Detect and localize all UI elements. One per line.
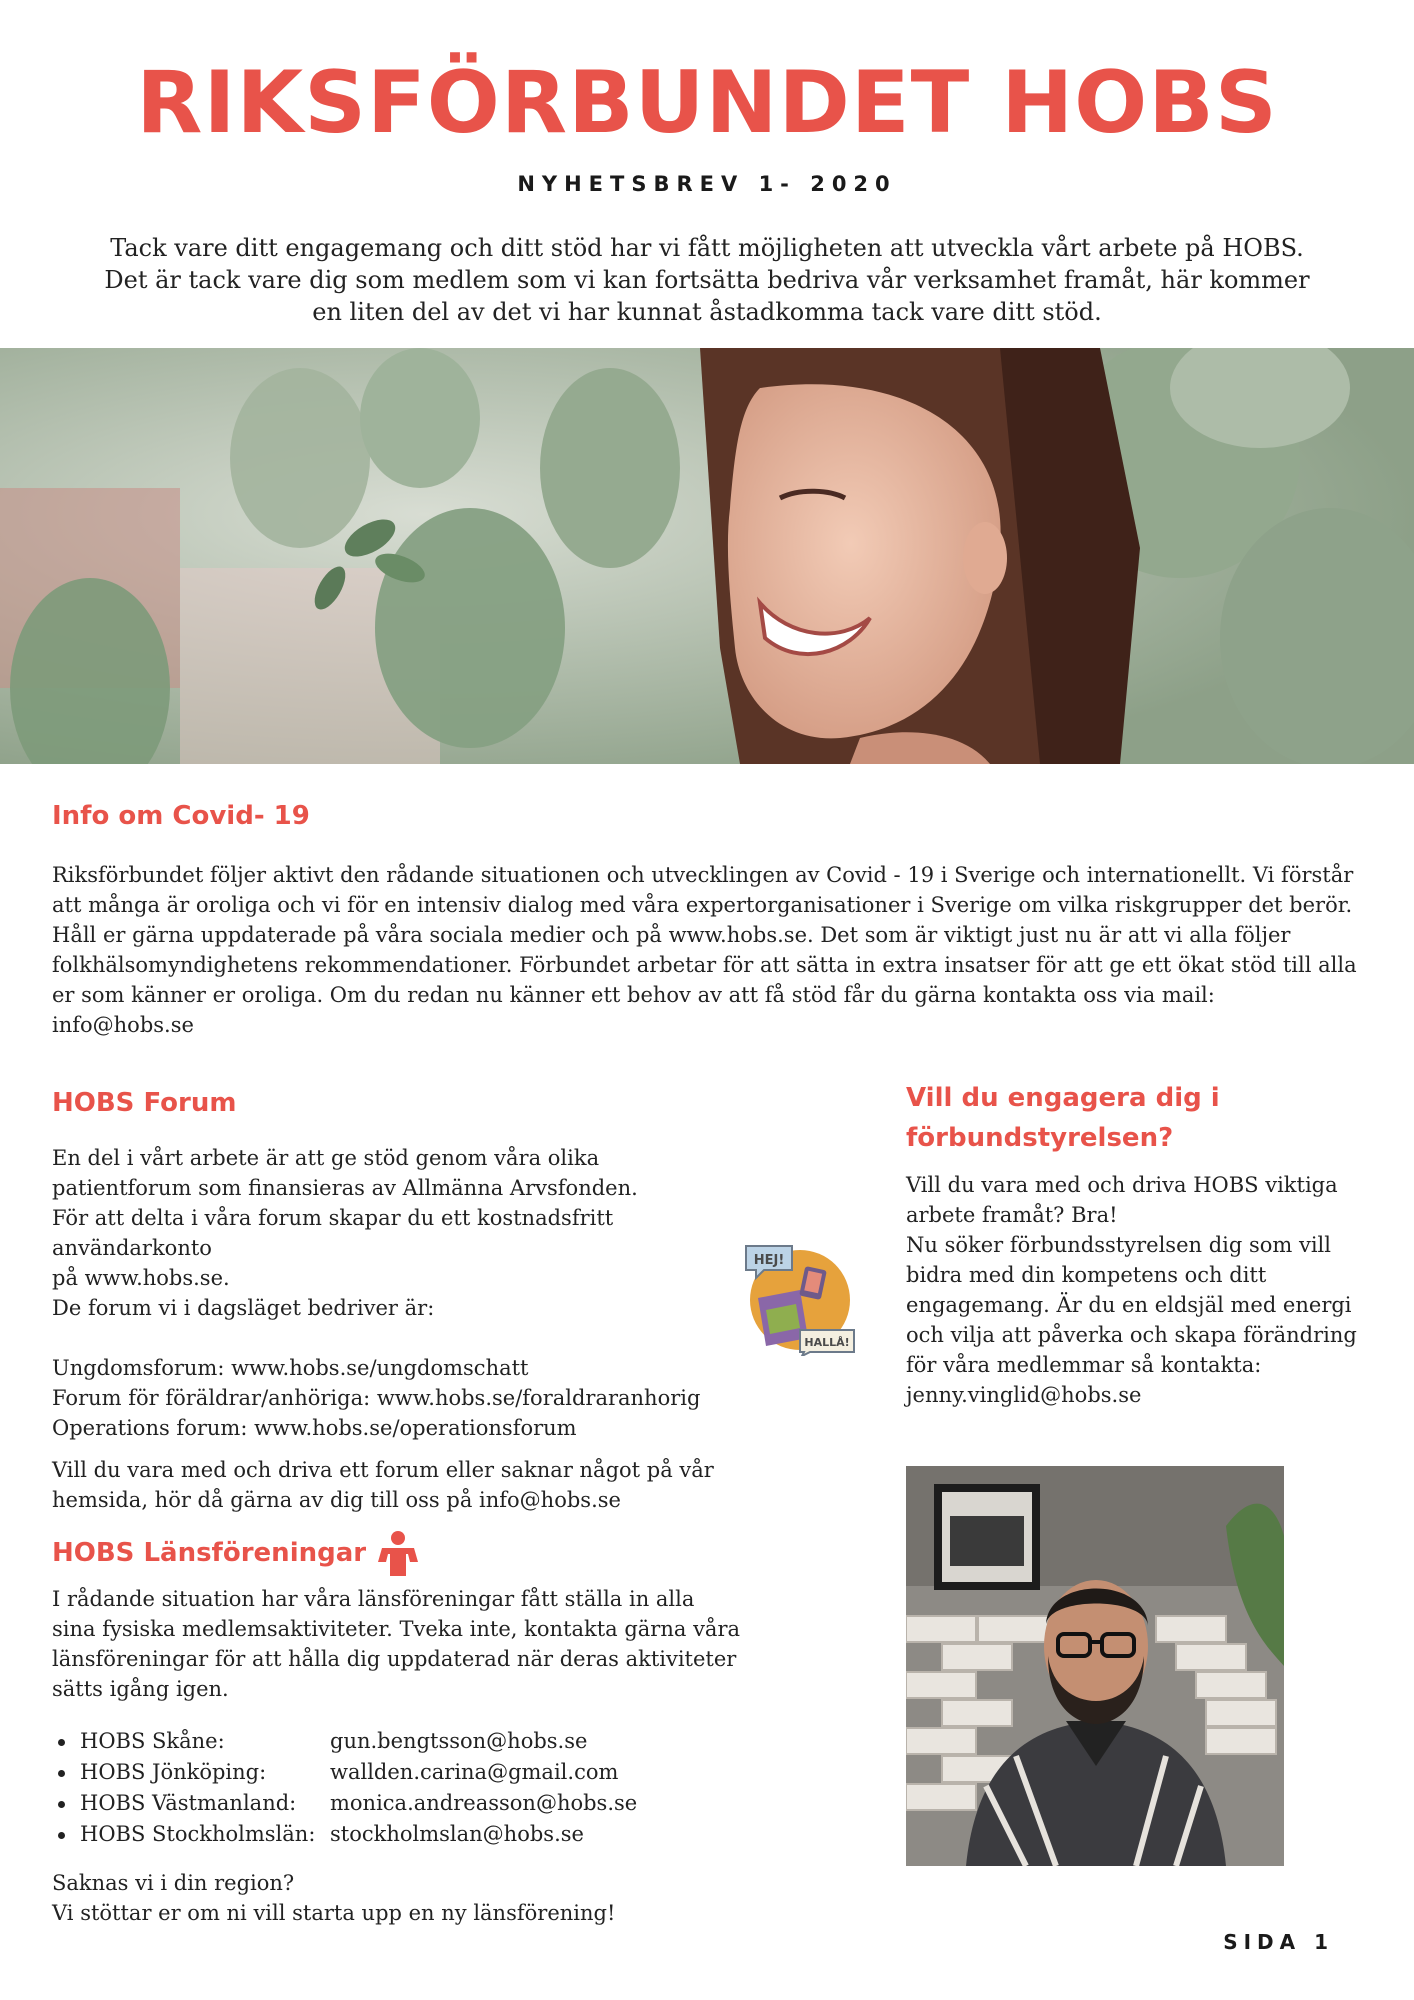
board-line: engagemang. Är du en eldsjäl med energi (906, 1293, 1352, 1317)
board-contact-email[interactable]: jenny.vinglid@hobs.se (906, 1383, 1142, 1407)
covid-body: Riksförbundet följer aktivt den rådande situationen och utvecklingen av Covid - 19 i Sverige och internationellt. Vi förstår att många är oroliga och vi för en intensiv dialog med våra expertorganisationer i Sverige om vilka riskgrupper det berör. Håll er gärna uppdaterade på våra sociala medier och på www.hobs.se. Det som är viktigt just nu är att vi alla följer folkhälsomyndighetens rekommendationer. Förbundet arbetar för att sätta in extra insatser för att ge ett ökat stöd till alla er som känner er oroliga. Om du redan nu känner ett behov av att få stöd får du gärna kontakta oss via mail: info@hobs.se (52, 863, 1357, 1037)
lan-email[interactable]: gun.bengtsson@hobs.se (330, 1729, 588, 1753)
portrait-photo (906, 1466, 1284, 1866)
list-item (52, 1726, 772, 1757)
forum-line: För att delta i våra forum skapar du ett kostnadsfritt användarkonto (52, 1206, 614, 1260)
board-line: och vilja att påverka och skapa förändring (906, 1323, 1357, 1347)
forum-closing: hemsida, hör då gärna av dig till oss på info@hobs.se (52, 1488, 621, 1512)
lan-heading-row (52, 1530, 418, 1576)
board-heading-line: förbundstyrelsen? (906, 1123, 1174, 1153)
lan-intro-line: sätts igång igen. (52, 1677, 229, 1701)
forum-line: på www.hobs.se. (52, 1266, 230, 1290)
list-item (52, 1819, 772, 1850)
board-line: för våra medlemmar så kontakta: (906, 1353, 1262, 1377)
forum-line: De forum vi i dagsläget bedriver är: (52, 1296, 435, 1320)
list-item (52, 1757, 772, 1788)
person-icon (378, 1530, 418, 1576)
board-body (906, 1170, 1366, 1410)
board-line: Vill du vara med och driva HOBS viktiga (906, 1173, 1338, 1197)
lan-name: HOBS Skåne: (80, 1729, 225, 1753)
lan-email[interactable]: stockholmslan@hobs.se (330, 1822, 584, 1846)
intro-text: Tack vare ditt engagemang och ditt stöd har vi fått möjligheten att utveckla vårt arbete på HOBS. Det är tack vare dig som medlem som vi kan fortsätta bedriva vår verksamhet framåt, här kommer en liten del av det vi har kunnat åstadkomma tack vare ditt stöd. (104, 234, 1310, 326)
lan-outro: Saknas vi i din region? (52, 1871, 295, 1895)
forum-link-foraldrar[interactable]: Forum för föräldrar/anhöriga: www.hobs.se/foraldraranhorig (52, 1386, 701, 1410)
newsletter-subtitle: NYHETSBREV 1- 2020 (517, 172, 897, 196)
spacer (52, 1850, 772, 1868)
forum-line: patientforum som finansieras av Allmänna Arvsfonden. (52, 1176, 638, 1200)
forum-heading: HOBS Forum (52, 1088, 237, 1118)
lan-name: HOBS Västmanland: (80, 1791, 297, 1815)
page-number: SIDA 1 (1223, 1930, 1334, 1954)
lan-heading: HOBS Länsföreningar (52, 1538, 367, 1568)
forum-line: En del i vårt arbete är att ge stöd genom våra olika (52, 1146, 600, 1170)
board-heading (906, 1078, 1366, 1158)
bubble-text: HALLÅ! (804, 1336, 850, 1349)
lan-name: HOBS Stockholmslän: (80, 1822, 316, 1846)
forum-link-ungdom[interactable]: Ungdomsforum: www.hobs.se/ungdomschatt (52, 1356, 529, 1380)
board-line: Nu söker förbundsstyrelsen dig som vill (906, 1233, 1331, 1257)
lan-intro-line: sina fysiska medlemsaktiviteter. Tveka inte, kontakta gärna våra (52, 1617, 741, 1641)
lan-body (52, 1584, 772, 1928)
lan-name: HOBS Jönköping: (80, 1760, 267, 1784)
forum-body (52, 1143, 762, 1515)
chat-illustration-icon (738, 1238, 856, 1356)
hero-photo (0, 348, 1414, 764)
covid-heading: Info om Covid- 19 (52, 801, 310, 831)
spacer (52, 1323, 762, 1353)
hero-photo-illustration (0, 348, 1414, 764)
board-heading-line: Vill du engagera dig i (906, 1083, 1220, 1113)
lan-email[interactable]: wallden.carina@gmail.com (330, 1760, 619, 1784)
lan-intro-line: länsföreningar för att hålla dig uppdaterad när deras aktiviteter (52, 1647, 737, 1671)
board-line: bidra med din kompetens och ditt (906, 1263, 1267, 1287)
forum-closing: Vill du vara med och driva ett forum eller saknar något på vår (52, 1458, 714, 1482)
lan-list (52, 1726, 772, 1850)
list-item (52, 1788, 772, 1819)
spacer (52, 1443, 762, 1455)
lan-email[interactable]: monica.andreasson@hobs.se (330, 1791, 638, 1815)
forum-link-operation[interactable]: Operations forum: www.hobs.se/operationsforum (52, 1416, 577, 1440)
lan-intro-line: I rådande situation har våra länsföreningar fått ställa in alla (52, 1587, 695, 1611)
lan-outro: Vi stöttar er om ni vill starta upp en ny länsförening! (52, 1901, 616, 1925)
board-line: arbete framåt? Bra! (906, 1203, 1118, 1227)
spacer (52, 1704, 772, 1726)
bubble-text: HEJ! (753, 1253, 785, 1268)
newsletter-title: RIKSFÖRBUNDET HOBS (136, 53, 1278, 153)
